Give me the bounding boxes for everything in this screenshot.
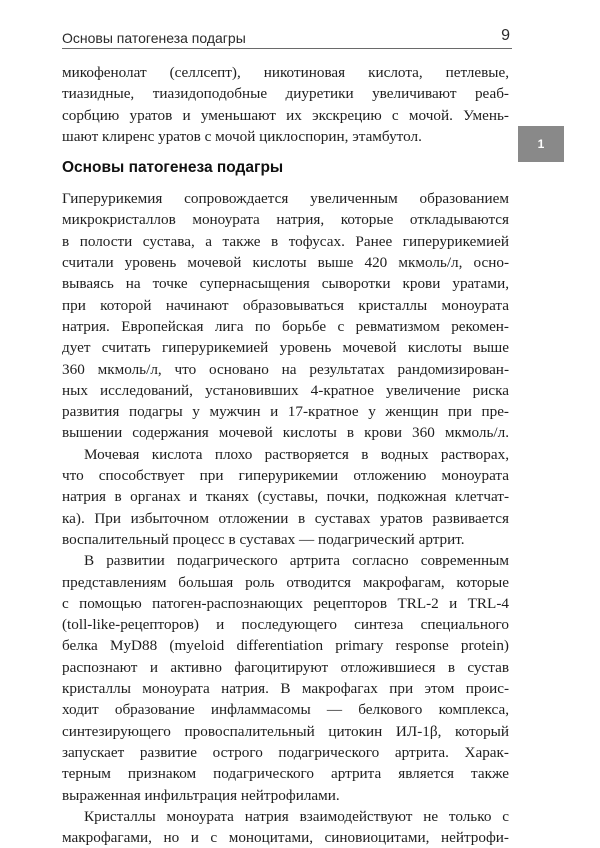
text-line: дует считать гиперурикемией уровень мочевой кислоты выше <box>62 339 509 357</box>
running-header <box>62 20 512 49</box>
text-line: при которой начинают образовываться кристаллы моноурата <box>62 296 509 314</box>
paragraph-2 <box>62 444 509 550</box>
text-line: развития подагры у мужчин и 17-кратное у женщин при пре- <box>62 403 509 421</box>
page-number: 9 <box>501 27 510 44</box>
text-line: микрокристаллов моноурата натрия, которые откладываются <box>62 211 509 229</box>
paragraph-3 <box>62 550 509 806</box>
text-line: В развитии подагрического артрита согласно современным <box>84 552 509 570</box>
text-line: в полости сустава, а также в тофусах. Ранее гиперурикемией <box>62 232 509 250</box>
text-line: считали уровень мочевой кислоты выше 420 мкмоль/л, осно- <box>62 254 509 272</box>
text-line: представлениям большая роль отводится макрофагам, которые <box>62 573 509 591</box>
text-line: запускает развитие острого подагрического артрита. Харак- <box>62 743 509 761</box>
paragraph-1 <box>62 188 509 444</box>
text-line: 360 мкмоль/л, что основано на результатах рандомизирован- <box>62 360 509 378</box>
text-line: кристаллы моноурата натрия. В макрофагах при этом проис- <box>62 680 509 698</box>
text-line: распознают и активно фагоцитируют отложившиеся в сустав <box>62 658 509 676</box>
text-line: натрия в органах и тканях (суставы, почки, подкожная клетчат- <box>62 488 509 506</box>
text-line: ка). При избыточном отложении в суставах уратов развивается <box>62 509 509 527</box>
text-line: Гиперурикемия сопровождается увеличенным образованием <box>62 190 509 208</box>
text-line: тиазидные, тиазидоподобные диуретики увеличивают реаб- <box>62 85 509 103</box>
text-line: выраженная инфильтрация нейтрофилами. <box>62 786 340 804</box>
page-body <box>62 62 509 848</box>
text-line: воспалительный процесс в суставах — подагрический артрит. <box>62 530 465 548</box>
text-line: натрия. Европейская лига по борьбе с ревматизмом рекомен- <box>62 317 509 335</box>
chapter-tab: 1 <box>518 126 564 162</box>
text-line: шают клиренс уратов с мочой циклоспорин, этамбутол. <box>62 127 422 145</box>
text-line: макрофагами, но и с моноцитами, синовиоцитами, нейтрофи- <box>62 829 509 847</box>
text-line: с помощью патоген-распознающих рецепторов TRL-2 и TRL-4 <box>62 594 509 612</box>
text-line: (toll-like-рецепторов) и последующего синтеза специального <box>62 616 509 634</box>
section-heading: Основы патогенеза подагры <box>62 159 284 177</box>
text-line: ходит образование инфламмасомы — белкового комплекса, <box>62 701 509 719</box>
text-line: сорбцию уратов и уменьшают их экскрецию с мочой. Умень- <box>62 106 509 124</box>
text-line: синтезирующего провоспалительный цитокин ИЛ-1β, который <box>62 722 509 740</box>
text-line: Кристаллы моноурата натрия взаимодействуют не только с <box>84 807 509 825</box>
running-title: Основы патогенеза подагры <box>62 30 246 46</box>
text-line: белка MyD88 (myeloid differentiation primary response protein) <box>62 637 509 655</box>
continuation-paragraph <box>62 62 509 147</box>
text-line: что способствует при гиперурикемии отложению моноурата <box>62 467 509 485</box>
text-line: Мочевая кислота плохо растворяется в водных растворах, <box>84 445 509 463</box>
text-line: вываясь на точке супернасыщения сыворотки крови уратами, <box>62 275 509 293</box>
text-line: ных исследований, установивших 4-кратное увеличение риска <box>62 381 509 399</box>
text-line: терным признаком подагрического артрита является также <box>62 765 509 783</box>
text-line: микофенолат (селлсепт), никотиновая кислота, петлевые, <box>62 64 509 81</box>
text-line: вышении содержания мочевой кислоты в крови 360 мкмоль/л. <box>62 424 509 442</box>
paragraph-4 <box>62 806 509 848</box>
